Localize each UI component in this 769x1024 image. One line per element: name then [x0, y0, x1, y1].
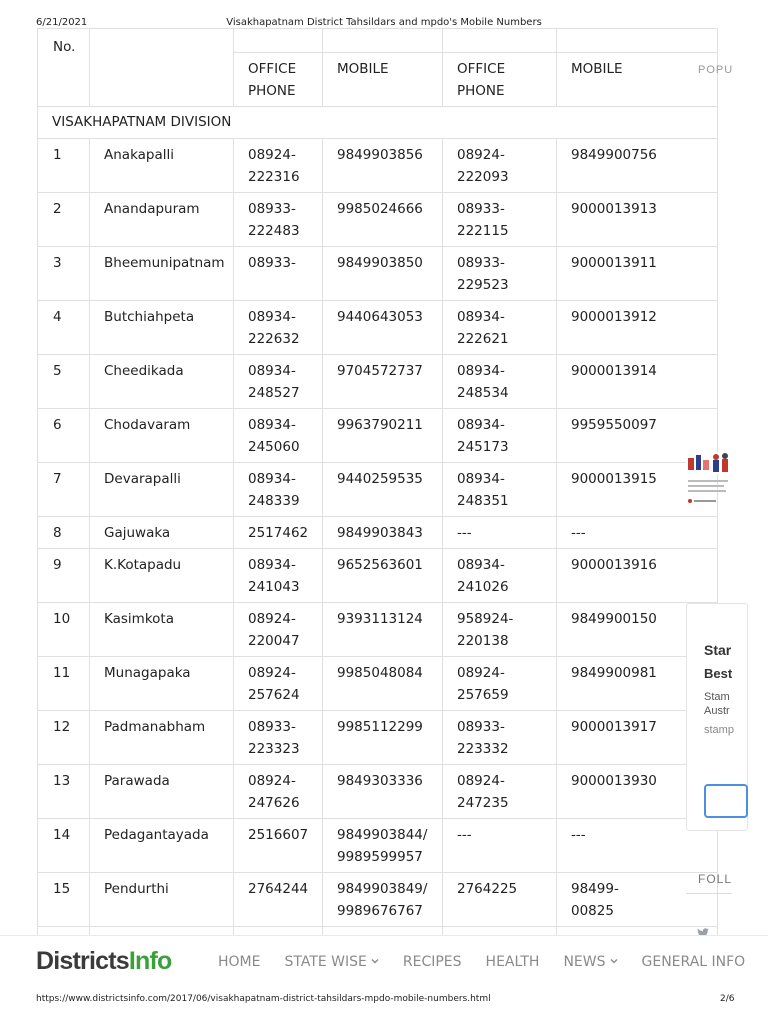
- nav-item-label: GENERAL INFO: [641, 954, 746, 970]
- cell-sno: 3: [38, 247, 90, 301]
- cell-mandal: Pedagantayada: [90, 819, 234, 873]
- nav-item-state-wise[interactable]: [284, 954, 378, 970]
- cell-tahsildar-office-phone: 08933- 223323: [234, 711, 323, 765]
- header-mpdo-office-phone: OFFICE PHONE: [443, 53, 557, 107]
- cell-mpdo-mobile: 9000013913: [557, 193, 718, 247]
- cell-tahsildar-office-phone: 2516607: [234, 819, 323, 873]
- cell-sno: 4: [38, 301, 90, 355]
- cell-tahsildar-office-phone: 08934- 241043: [234, 549, 323, 603]
- header-row-top: [38, 29, 718, 53]
- cell-tahsildar-office-phone: 08933-: [234, 247, 323, 301]
- cell-tahsildar-office-phone: 08934- 248527: [234, 355, 323, 409]
- cell-mpdo-office-phone: ---: [443, 819, 557, 873]
- cell-mpdo-office-phone: 08934- 245173: [443, 409, 557, 463]
- cell-sno: 9: [38, 549, 90, 603]
- cell-tahsildar-office-phone: 08924- 247626: [234, 765, 323, 819]
- nav-item-label: HEALTH: [485, 954, 540, 970]
- cell-tahsildar-office-phone: 08934- 248339: [234, 463, 323, 517]
- ad-title: Star: [704, 642, 732, 658]
- cell-mpdo-mobile: 9849900756: [557, 139, 718, 193]
- cell-sno: 1: [38, 139, 90, 193]
- cell-mpdo-office-phone: ---: [443, 517, 557, 549]
- cell-mpdo-mobile: 9849900981: [557, 657, 718, 711]
- cell-tahsildar-mobile: 9849903849/ 9989676767: [323, 873, 443, 927]
- cell-sno: 7: [38, 463, 90, 517]
- cell-mpdo-mobile: 9959550097: [557, 409, 718, 463]
- table-row: [38, 247, 718, 301]
- cell-mpdo-mobile: 9000013912: [557, 301, 718, 355]
- cell-tahsildar-office-phone: 08924- 257624: [234, 657, 323, 711]
- site-navigation: [0, 935, 768, 988]
- cell-mandal: Gajuwaka: [90, 517, 234, 549]
- table-row: [38, 819, 718, 873]
- cell-tahsildar-office-phone: 2517462: [234, 517, 323, 549]
- table-row: [38, 657, 718, 711]
- table-row: [38, 193, 718, 247]
- cell-mpdo-mobile: 9000013915: [557, 463, 718, 517]
- cell-mpdo-office-phone: 08933- 229523: [443, 247, 557, 301]
- cell-mpdo-office-phone: 08934- 241026: [443, 549, 557, 603]
- cell-sno: 6: [38, 409, 90, 463]
- ad-subtitle: Best: [704, 666, 733, 681]
- ad-button[interactable]: [704, 784, 748, 818]
- cell-tahsildar-mobile: 9849903844/ 9989599957: [323, 819, 443, 873]
- cell-mandal: K.Kotapadu: [90, 549, 234, 603]
- cell-sno: 14: [38, 819, 90, 873]
- header-top-cell: [323, 29, 443, 53]
- header-top-cell: [234, 29, 323, 53]
- cell-mpdo-office-phone: 08924- 247235: [443, 765, 557, 819]
- cell-tahsildar-office-phone: 08934- 245060: [234, 409, 323, 463]
- cell-mandal: Cheedikada: [90, 355, 234, 409]
- cell-mandal: Munagapaka: [90, 657, 234, 711]
- cell-tahsildar-office-phone: 08934- 222632: [234, 301, 323, 355]
- cell-sno: 2: [38, 193, 90, 247]
- ad-card[interactable]: [686, 603, 748, 831]
- table-row: [38, 873, 718, 927]
- header-blank: [90, 29, 234, 107]
- cell-mpdo-office-phone: 2764225: [443, 873, 557, 927]
- cell-mpdo-office-phone: 08934- 248534: [443, 355, 557, 409]
- right-sidebar: [686, 0, 732, 940]
- table-row: [38, 765, 718, 819]
- chevron-down-icon: [610, 958, 618, 964]
- header-top-cell: [443, 29, 557, 53]
- tahsildar-table: [37, 28, 718, 959]
- print-page-number: 2/6: [720, 994, 735, 1004]
- header-no: No.: [38, 29, 90, 107]
- nav-item-home[interactable]: [218, 954, 260, 970]
- cell-mpdo-mobile: 9000013917: [557, 711, 718, 765]
- cell-mpdo-mobile: 9000013911: [557, 247, 718, 301]
- table-row: [38, 463, 718, 517]
- cell-mandal: Chodavaram: [90, 409, 234, 463]
- print-url: https://www.districtsinfo.com/2017/06/visakhapatnam-district-tahsildars-mpdo-mobile-numbers.html: [36, 994, 491, 1004]
- cell-tahsildar-mobile: 9985024666: [323, 193, 443, 247]
- site-logo[interactable]: [36, 947, 171, 976]
- cell-tahsildar-mobile: 9849903856: [323, 139, 443, 193]
- ad-infographic-image[interactable]: [686, 444, 732, 508]
- cell-tahsildar-mobile: 9985112299: [323, 711, 443, 765]
- cell-mpdo-office-phone: 08933- 223332: [443, 711, 557, 765]
- ad-domain: stamp: [704, 724, 734, 736]
- cell-mandal: Padmanabham: [90, 711, 234, 765]
- cell-tahsildar-office-phone: 08924- 222316: [234, 139, 323, 193]
- logo-text-districts: Districts: [36, 947, 129, 975]
- cell-tahsildar-mobile: 9849303336: [323, 765, 443, 819]
- cell-mandal: Anandapuram: [90, 193, 234, 247]
- cell-tahsildar-office-phone: 08933- 222483: [234, 193, 323, 247]
- table-row: [38, 301, 718, 355]
- cell-sno: 8: [38, 517, 90, 549]
- cell-mpdo-office-phone: 08934- 222621: [443, 301, 557, 355]
- division-label: VISAKHAPATNAM DIVISION: [38, 107, 718, 139]
- nav-item-news[interactable]: [563, 954, 617, 970]
- table-row: [38, 711, 718, 765]
- table-row: [38, 603, 718, 657]
- cell-tahsildar-mobile: 9849903843: [323, 517, 443, 549]
- cell-tahsildar-mobile: 9652563601: [323, 549, 443, 603]
- cell-mandal: Devarapalli: [90, 463, 234, 517]
- print-date: 6/21/2021: [36, 17, 88, 28]
- cell-tahsildar-mobile: 9704572737: [323, 355, 443, 409]
- cell-tahsildar-mobile: 9963790211: [323, 409, 443, 463]
- cell-mpdo-mobile: 9000013916: [557, 549, 718, 603]
- table-row: [38, 409, 718, 463]
- cell-tahsildar-office-phone: 08924- 220047: [234, 603, 323, 657]
- print-title: Visakhapatnam District Tahsildars and mpdo's Mobile Numbers: [226, 17, 542, 28]
- cell-mpdo-mobile: 9000013914: [557, 355, 718, 409]
- nav-item-label: RECIPES: [402, 954, 462, 970]
- cell-sno: 13: [38, 765, 90, 819]
- cell-mandal: Bheemunipatnam: [90, 247, 234, 301]
- nav-item-recipes[interactable]: [403, 954, 462, 970]
- cell-mpdo-office-phone: 08924- 257659: [443, 657, 557, 711]
- table-row: [38, 517, 718, 549]
- cell-mpdo-office-phone: 958924- 220138: [443, 603, 557, 657]
- cell-mpdo-office-phone: 08933- 222115: [443, 193, 557, 247]
- chevron-down-icon: [371, 958, 379, 964]
- header-tahsildar-mobile: MOBILE: [323, 53, 443, 107]
- nav-item-label: NEWS: [563, 954, 606, 970]
- nav-item-label: STATE WISE: [284, 954, 367, 970]
- cell-tahsildar-mobile: 9440259535: [323, 463, 443, 517]
- cell-tahsildar-office-phone: 2764244: [234, 873, 323, 927]
- cell-sno: 15: [38, 873, 90, 927]
- table-row: [38, 355, 718, 409]
- print-footer: [0, 990, 768, 1010]
- cell-mpdo-mobile: ---: [557, 819, 718, 873]
- follow-us-heading: FOLL: [698, 872, 733, 886]
- ad-text: Stam Austr: [704, 691, 730, 717]
- cell-mandal: Parawada: [90, 765, 234, 819]
- nav-item-health[interactable]: [486, 954, 540, 970]
- table-container: [37, 28, 657, 936]
- cell-mpdo-mobile: ---: [557, 517, 718, 549]
- cell-tahsildar-mobile: 9849903850: [323, 247, 443, 301]
- cell-tahsildar-mobile: 9985048084: [323, 657, 443, 711]
- header-tahsildar-office-phone: OFFICE PHONE: [234, 53, 323, 107]
- division-row: [38, 107, 718, 139]
- cell-sno: 12: [38, 711, 90, 765]
- table-row: [38, 139, 718, 193]
- divider: [686, 893, 732, 894]
- cell-mpdo-mobile: 9849900150: [557, 603, 718, 657]
- cell-sno: 10: [38, 603, 90, 657]
- cell-mpdo-mobile: 98499- 00825: [557, 873, 718, 927]
- nav-menu: [218, 954, 746, 976]
- cell-mandal: Pendurthi: [90, 873, 234, 927]
- table-row: [38, 549, 718, 603]
- cell-mpdo-mobile: 9000013930: [557, 765, 718, 819]
- cell-tahsildar-mobile: 9393113124: [323, 603, 443, 657]
- cell-tahsildar-mobile: 9440643053: [323, 301, 443, 355]
- cell-sno: 11: [38, 657, 90, 711]
- cell-mandal: Butchiahpeta: [90, 301, 234, 355]
- popular-posts-heading: POPU: [698, 64, 734, 76]
- cell-mandal: Kasimkota: [90, 603, 234, 657]
- header-mpdo-mobile: MOBILE: [557, 53, 718, 107]
- nav-item-general-info[interactable]: [642, 954, 746, 970]
- cell-sno: 5: [38, 355, 90, 409]
- logo-text-info: Info: [128, 947, 172, 975]
- cell-mpdo-office-phone: 08924- 222093: [443, 139, 557, 193]
- cell-mpdo-office-phone: 08934- 248351: [443, 463, 557, 517]
- cell-mandal: Anakapalli: [90, 139, 234, 193]
- nav-item-label: HOME: [218, 954, 261, 970]
